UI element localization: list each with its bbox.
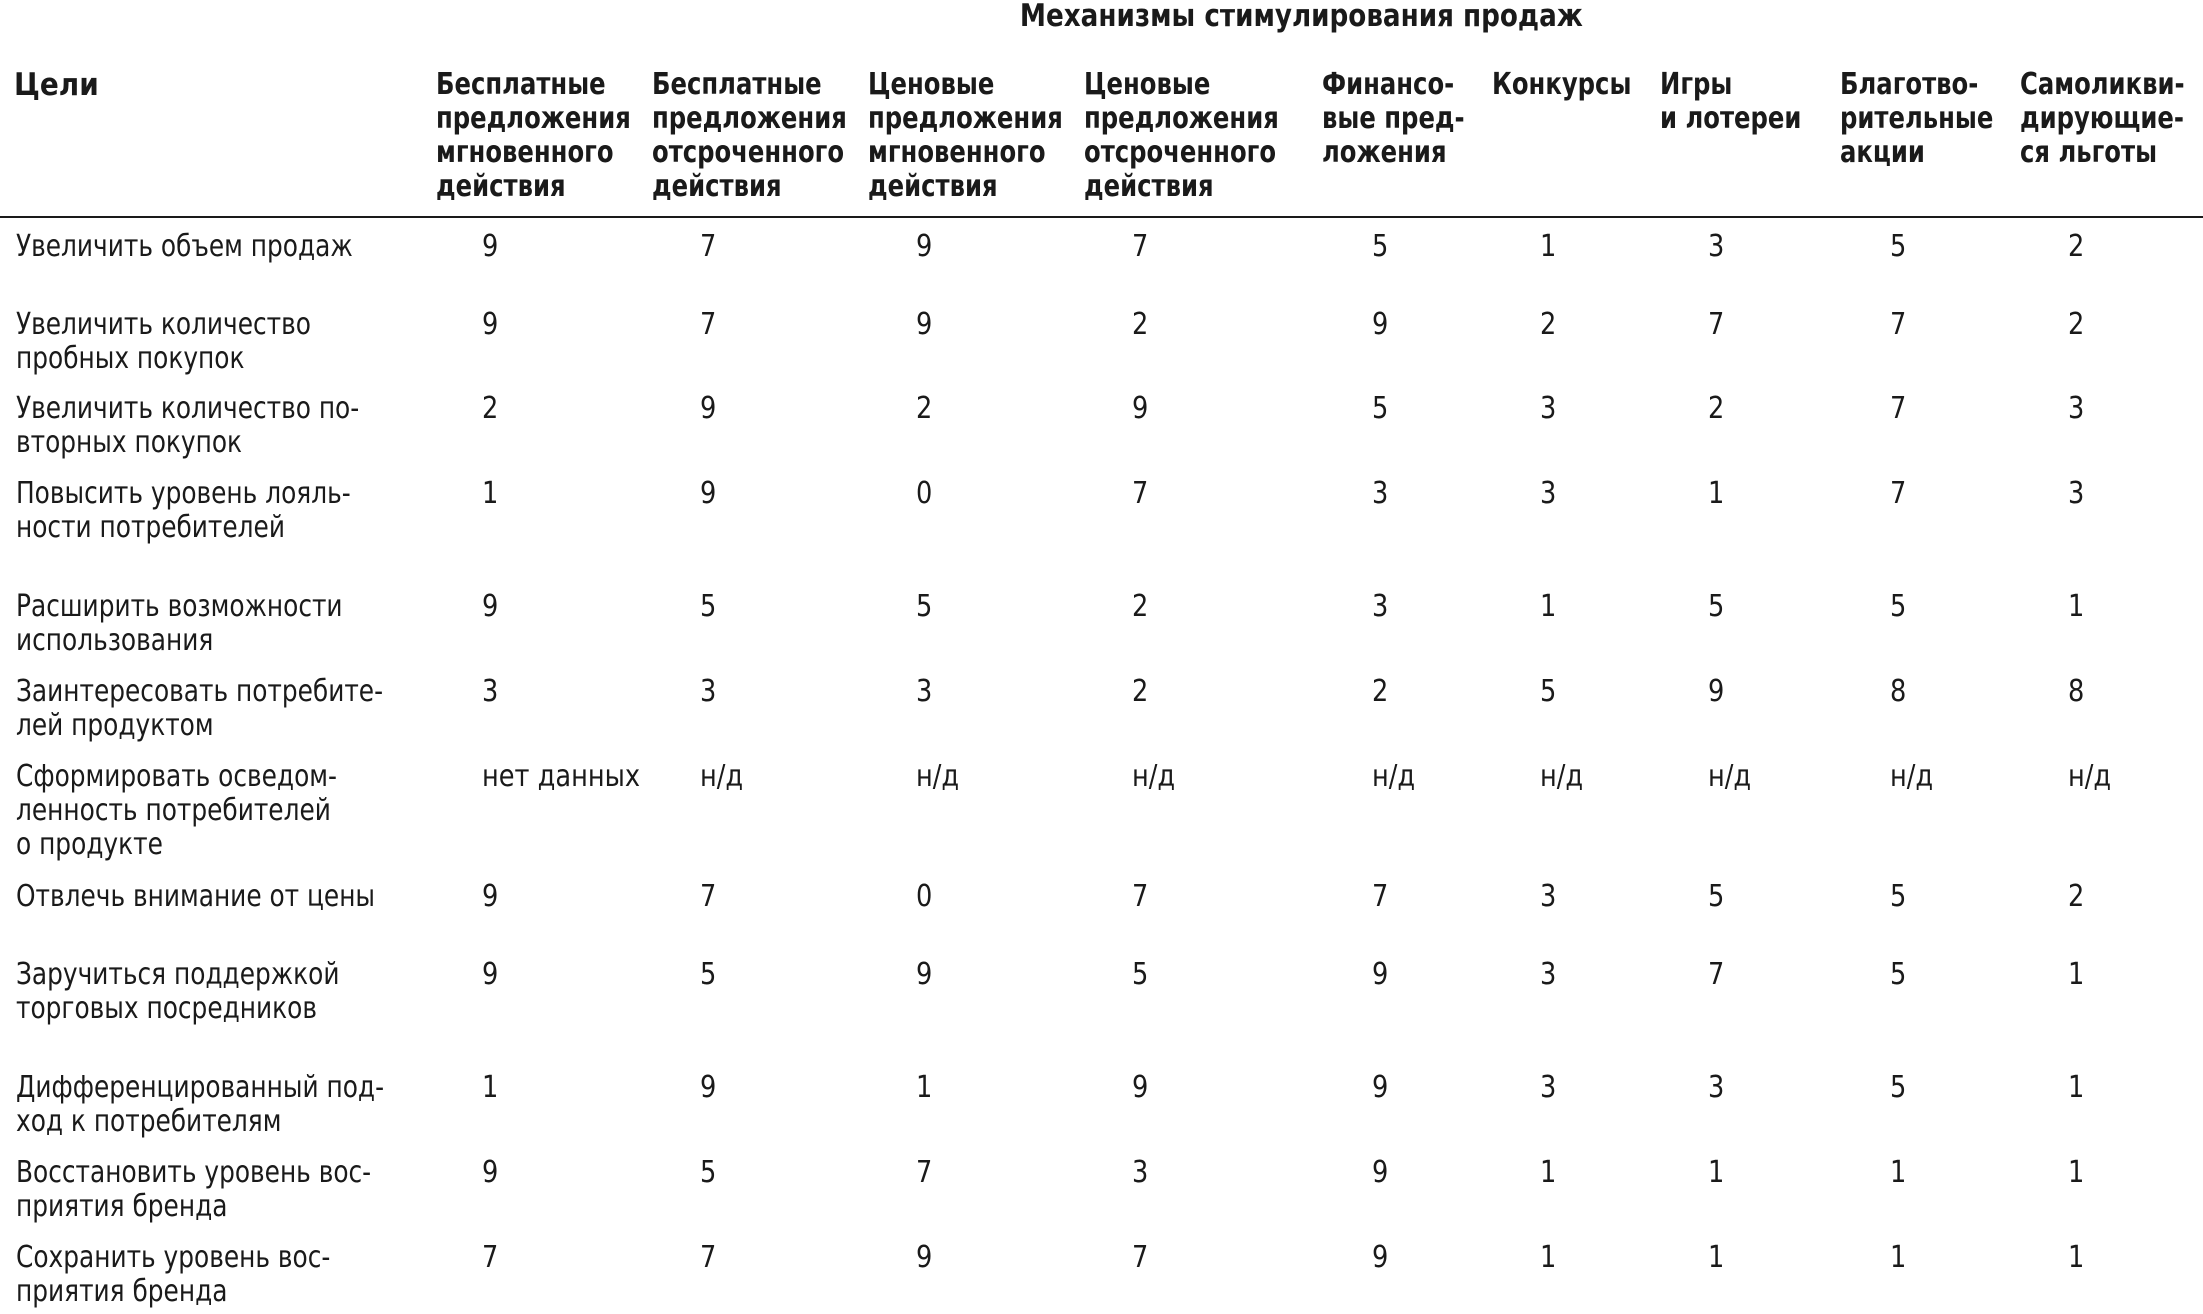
table-cell: 5 [1890,1070,1907,1105]
table-cell: 1 [1540,1240,1557,1275]
table-cell: 5 [1890,879,1907,914]
table-cell: 9 [1372,1155,1389,1190]
table-cell: 1 [1708,1155,1725,1190]
table-cell: 9 [482,307,499,342]
table-cell: 9 [916,229,933,264]
goals-column-header: Цели [14,67,99,103]
table-cell: 3 [1372,476,1389,511]
table-cell: 2 [1132,674,1149,709]
table-cell: 5 [1540,674,1557,709]
table-cell: 5 [1890,589,1907,624]
table-cell: н/д [916,759,960,794]
table-cell: 7 [700,879,717,914]
table-cell: 2 [1708,391,1725,426]
table-cell: н/д [1708,759,1752,794]
column-header-5: Финансо- вые пред- ложения [1322,67,1465,170]
table-cell: 1 [2068,957,2085,992]
column-header-8: Благотво- рительные акции [1840,67,1994,170]
table-cell: 9 [1372,307,1389,342]
table-cell: 5 [1890,229,1907,264]
row-label: Увеличить количество пробных покупок [16,307,311,376]
table-cell: 3 [1132,1155,1149,1190]
table-cell: 3 [1372,589,1389,624]
table-cell: 9 [916,307,933,342]
table-cell: 9 [1372,1240,1389,1275]
table-cell: 2 [1132,307,1149,342]
table-cell: н/д [1890,759,1934,794]
table-cell: 2 [916,391,933,426]
table-cell: 7 [1890,476,1907,511]
table-cell: 9 [482,589,499,624]
table-cell: 0 [916,476,933,511]
table-cell: 3 [2068,476,2085,511]
row-label: Сохранить уровень вос- приятия бренда [16,1240,331,1309]
row-label: Дифференцированный под- ход к потребителям [16,1070,385,1139]
column-header-4: Ценовые предложения отсроченного действия [1084,67,1279,204]
table-cell: 9 [700,1070,717,1105]
table-cell: н/д [1132,759,1176,794]
table-cell: 3 [916,674,933,709]
table-cell: 3 [700,674,717,709]
table-cell: 1 [1708,476,1725,511]
row-label: Увеличить количество по- вторных покупок [16,391,360,460]
table-cell: 7 [1708,307,1725,342]
table-cell: 7 [1132,229,1149,264]
table-cell: 5 [1890,957,1907,992]
super-header: Механизмы стимулирования продаж [1019,0,1583,34]
table-cell: н/д [1372,759,1416,794]
table-cell: 3 [1540,957,1557,992]
column-header-6: Конкурсы [1492,67,1632,102]
table-cell: 1 [2068,1155,2085,1190]
table-cell: 9 [482,229,499,264]
table-cell: 7 [1890,307,1907,342]
table-cell: 1 [1708,1240,1725,1275]
table-cell: 3 [1540,879,1557,914]
table-cell: 2 [482,391,499,426]
column-header-3: Ценовые предложения мгновенного действия [868,67,1063,204]
table-cell: 7 [1132,476,1149,511]
row-label: Заручиться поддержкой торговых посредников [16,957,340,1026]
table-cell: 2 [1540,307,1557,342]
table-cell: 3 [1708,229,1725,264]
table-cell: 5 [700,957,717,992]
table-cell: 9 [482,957,499,992]
table-cell: 9 [700,391,717,426]
row-label: Повысить уровень лояль- ности потребителей [16,476,351,545]
column-header-7: Игры и лотереи [1660,67,1802,136]
table-cell: 7 [482,1240,499,1275]
table-cell: 3 [1540,1070,1557,1105]
table-cell: 7 [700,229,717,264]
table-cell: н/д [700,759,744,794]
table-cell: 1 [2068,1070,2085,1105]
table-cell: 2 [2068,879,2085,914]
table-cell: 1 [2068,589,2085,624]
table-cell: 7 [1132,1240,1149,1275]
row-label: Отвлечь внимание от цены [16,879,376,914]
table-cell: 7 [1132,879,1149,914]
table-cell: 2 [1372,674,1389,709]
table-cell: 3 [2068,391,2085,426]
table-cell: 1 [482,476,499,511]
row-label: Заинтересовать потребите- лей продуктом [16,674,384,743]
table-cell: 5 [916,589,933,624]
column-header-9: Самоликви- дирующие- ся льготы [2020,67,2185,170]
table-cell: 1 [916,1070,933,1105]
table-cell: 1 [1540,589,1557,624]
column-header-1: Бесплатные предложения мгновенного действия [436,67,631,204]
table-cell: 3 [1540,391,1557,426]
column-header-2: Бесплатные предложения отсроченного действия [652,67,847,204]
table-cell: 5 [700,589,717,624]
table-cell: н/д [2068,759,2112,794]
table-cell: 0 [916,879,933,914]
table-cell: 2 [2068,307,2085,342]
table-cell: 9 [1132,391,1149,426]
table-cell: 9 [482,879,499,914]
table-cell: 9 [1372,1070,1389,1105]
table-cell: 9 [916,1240,933,1275]
table-cell: 9 [1132,1070,1149,1105]
table-cell: 9 [1708,674,1725,709]
table-cell: 9 [482,1155,499,1190]
table-cell: н/д [1540,759,1584,794]
row-label: Увеличить объем продаж [16,229,353,264]
table-cell: 1 [2068,1240,2085,1275]
table-cell: 7 [700,1240,717,1275]
table-cell: 7 [1372,879,1389,914]
table-cell: 1 [1890,1240,1907,1275]
table-cell: 1 [1540,229,1557,264]
table-cell: 5 [1708,589,1725,624]
table-cell: 5 [1372,229,1389,264]
table-cell: 8 [1890,674,1907,709]
table-cell: 5 [1372,391,1389,426]
table-cell: 9 [916,957,933,992]
header-divider [0,216,2203,218]
table-cell: 9 [1372,957,1389,992]
row-label: Расширить возможности использования [16,589,343,658]
table-cell: 3 [1540,476,1557,511]
table-cell: 7 [1708,957,1725,992]
table-cell: 9 [700,476,717,511]
table-cell: 3 [482,674,499,709]
table-cell: 7 [700,307,717,342]
row-label: Восстановить уровень вос- приятия бренда [16,1155,372,1224]
table-cell: 7 [1890,391,1907,426]
table-cell: 5 [1132,957,1149,992]
table-cell: 1 [1540,1155,1557,1190]
table-cell: 5 [1708,879,1725,914]
table-cell: 7 [916,1155,933,1190]
table-cell: нет данных [482,759,641,794]
table-cell: 1 [1890,1155,1907,1190]
table-cell: 1 [482,1070,499,1105]
table-cell: 8 [2068,674,2085,709]
table-cell: 2 [2068,229,2085,264]
table-cell: 2 [1132,589,1149,624]
table-cell: 5 [700,1155,717,1190]
row-label: Сформировать осведом- ленность потребителей о продукте [16,759,337,862]
table-cell: 3 [1708,1070,1725,1105]
